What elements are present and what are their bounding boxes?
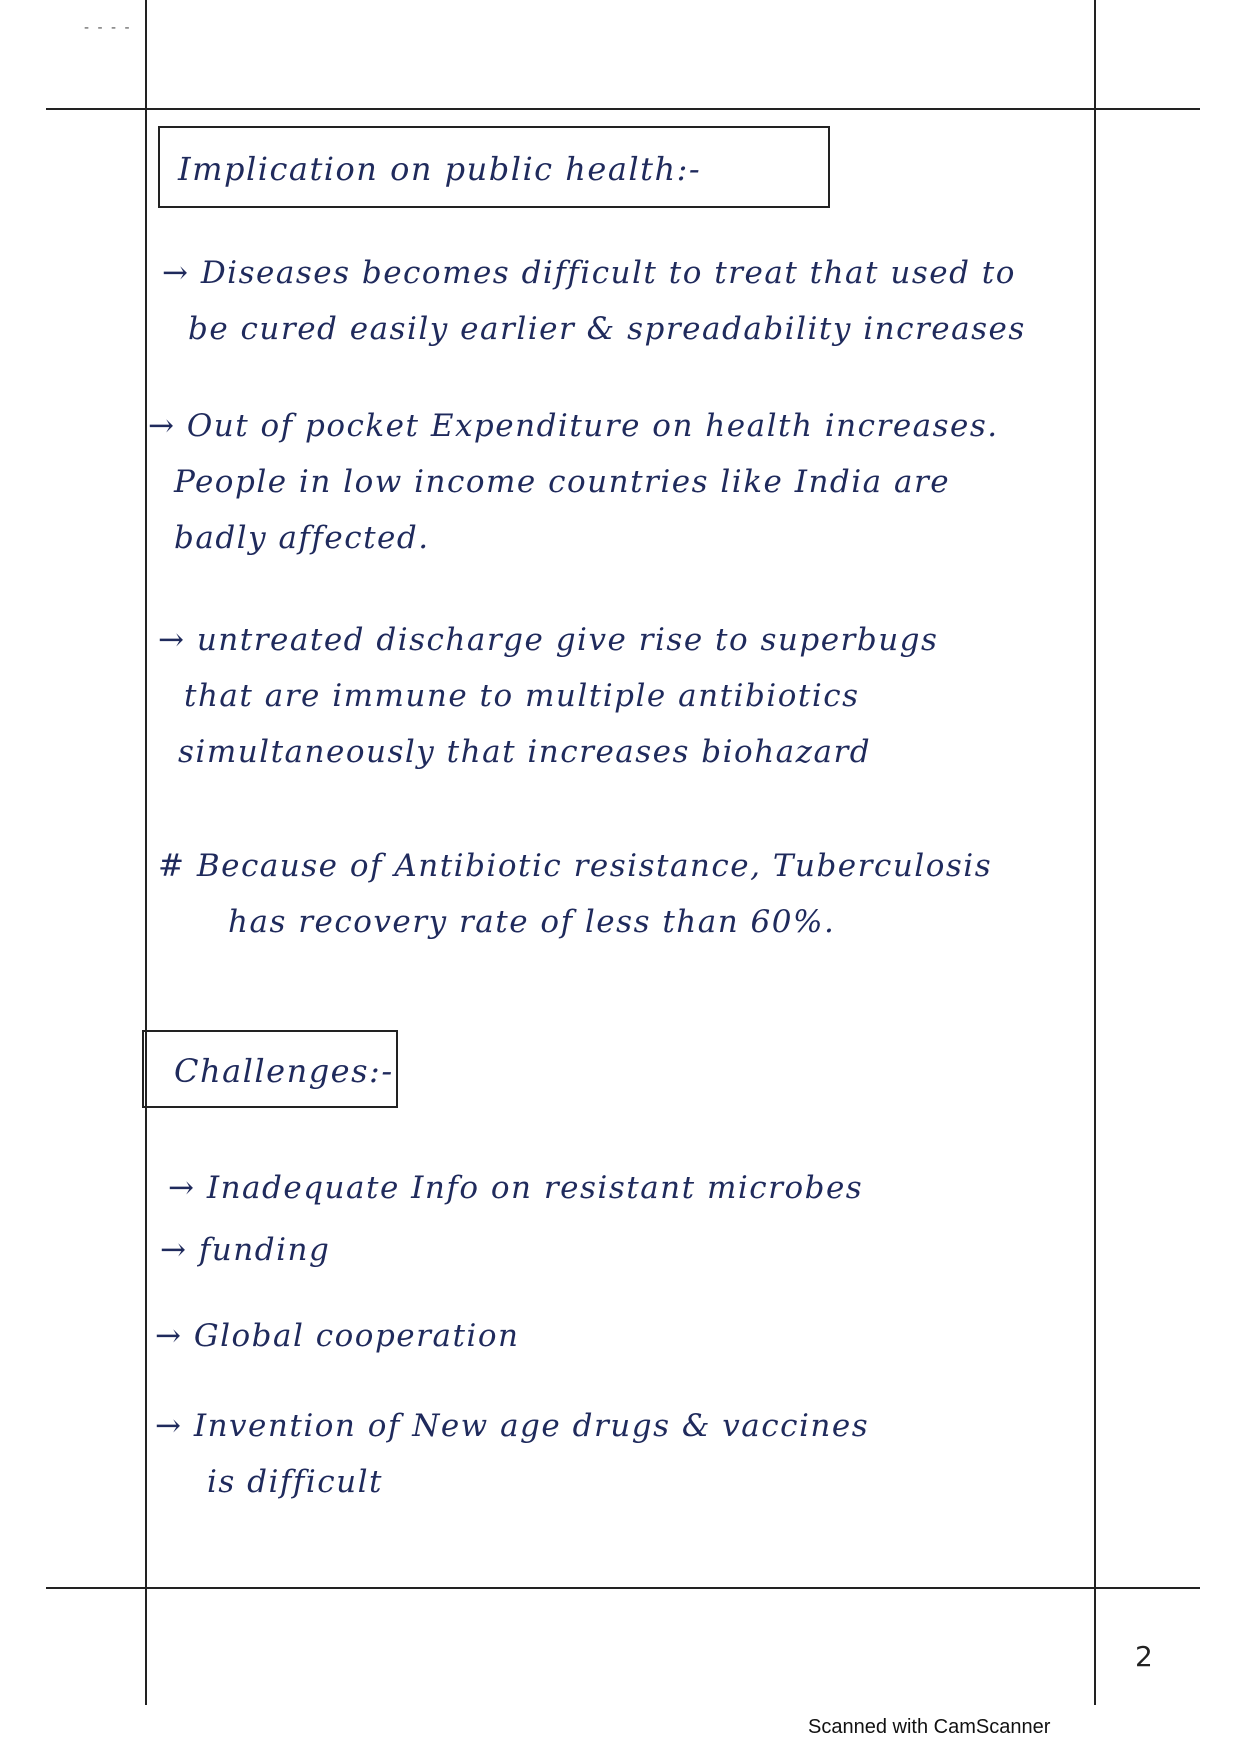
page-number: 2: [1135, 1640, 1153, 1673]
bullet-line: badly affected.: [174, 520, 430, 556]
top-rule: [46, 108, 1200, 110]
bullet-line: → funding: [160, 1232, 331, 1268]
bottom-rule: [46, 1587, 1200, 1589]
bullet-inadequate-info: [168, 1160, 863, 1216]
bullet-line: simultaneously that increases biohazard: [178, 734, 872, 770]
bullet-global-cooperation: [155, 1308, 519, 1364]
challenges-heading-box: [142, 1030, 398, 1108]
bullet-line: # Because of Antibiotic resistance, Tuberculosis: [158, 848, 993, 884]
bullet-line: is difficult: [207, 1464, 383, 1500]
implication-heading-box: [158, 126, 830, 208]
bullet-line: → untreated discharge give rise to superbugs: [158, 622, 939, 658]
implication-heading: Implication on public health:-: [178, 150, 702, 188]
corner-marks: - - - -: [84, 20, 132, 36]
right-margin-rule: [1094, 0, 1096, 1705]
bullet-line: has recovery rate of less than 60%.: [228, 904, 836, 940]
note-tuberculosis: [158, 838, 992, 950]
bullet-line: → Inadequate Info on resistant microbes: [168, 1170, 864, 1206]
bullet-out-of-pocket: [148, 398, 999, 566]
bullet-line: be cured easily earlier & spreadability increases: [188, 311, 1026, 347]
scanner-watermark: Scanned with CamScanner: [808, 1716, 1051, 1738]
bullet-line: → Diseases becomes difficult to treat that used to: [162, 255, 1016, 291]
bullet-line: People in low income countries like India are: [174, 464, 951, 500]
left-margin-rule: [145, 0, 147, 1705]
challenges-heading: Challenges:-: [174, 1052, 394, 1090]
bullet-line: → Global cooperation: [155, 1318, 520, 1354]
bullet-line: that are immune to multiple antibiotics: [184, 678, 860, 714]
bullet-invention: [155, 1398, 869, 1510]
bullet-diseases: [162, 245, 1026, 357]
bullet-line: → Out of pocket Expenditure on health increases.: [148, 408, 999, 444]
bullet-untreated-discharge: [158, 612, 938, 780]
bullet-funding: [160, 1222, 330, 1278]
bullet-line: → Invention of New age drugs & vaccines: [155, 1408, 870, 1444]
